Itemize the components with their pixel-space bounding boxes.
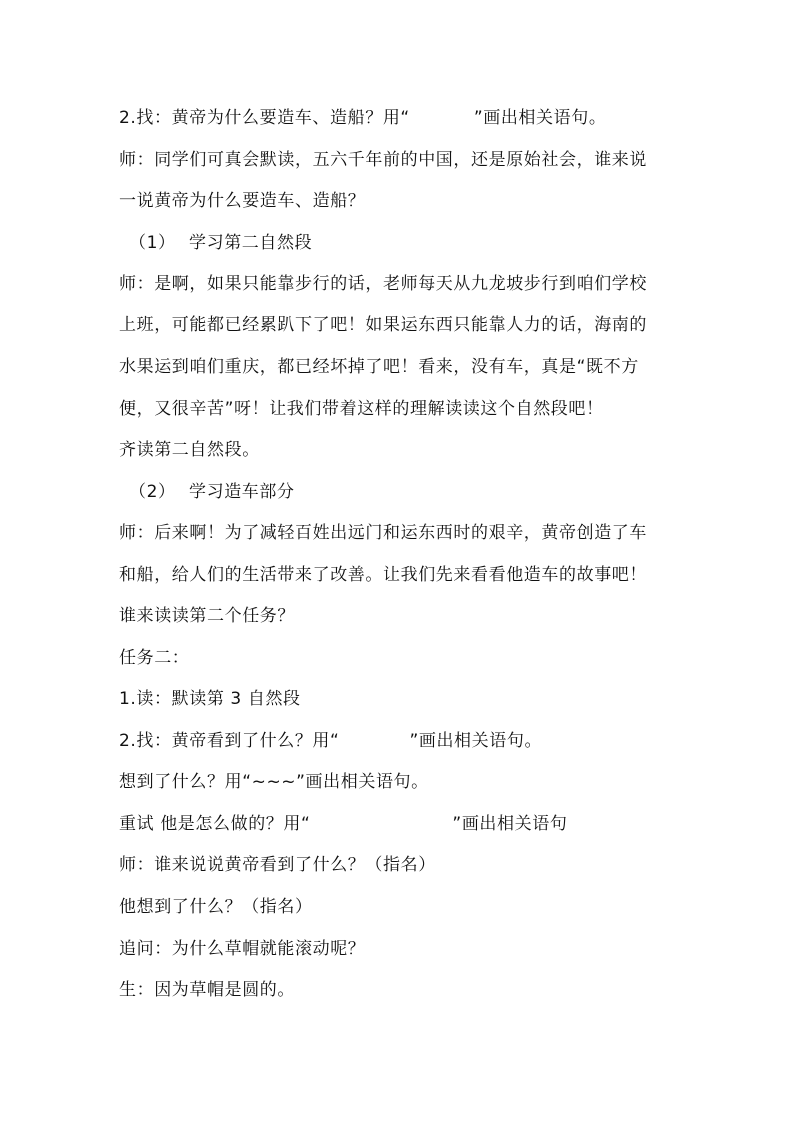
task-find-thought: 想到了什么？用“~~~”画出相关语句。: [119, 772, 429, 792]
text-line: 谁来读读第二个任务？: [119, 606, 295, 626]
teacher-line: 师：谁来说说黄帝看到了什么？（指名）: [119, 855, 436, 875]
task-read: 1.读：默读第 3 自然段: [119, 689, 301, 709]
text-line: 一说黄帝为什么要造车、造船？: [119, 191, 366, 211]
section-heading: （2） 学习造车部分: [129, 482, 295, 502]
task-heading: 任务二：: [119, 648, 190, 668]
task-find-seen: 2.找：黄帝看到了什么？用“ ”画出相关语句。: [119, 731, 543, 751]
text-line: 齐读第二自然段。: [119, 440, 260, 460]
teacher-line: 师：同学们可真会默读，五六千年前的中国，还是原始社会，谁来说: [119, 150, 647, 170]
task-find-reason: 2.找：黄帝为什么要造车、造船？用“ ”画出相关语句。: [119, 108, 607, 128]
student-line: 生：因为草帽是圆的。: [119, 980, 295, 1000]
text-line: 和船，给人们的生活带来了改善。让我们先来看看他造车的故事吧！: [119, 565, 647, 585]
text-line: 他想到了什么？（指名）: [119, 897, 313, 917]
teacher-line: 师：后来啊！为了减轻百姓出远门和运东西时的艰辛，黄帝创造了车: [119, 523, 647, 543]
text-line: 上班，可能都已经累趴下了吧！如果运东西只能靠人力的话，海南的: [119, 315, 647, 335]
text-line: 水果运到咱们重庆，都已经坏掉了吧！看来，没有车，真是“既不方: [119, 357, 639, 377]
section-heading: （1） 学习第二自然段: [129, 233, 313, 253]
teacher-line: 师：是啊，如果只能靠步行的话，老师每天从九龙坡步行到咱们学校: [119, 274, 647, 294]
task-find-action: 重试 他是怎么做的？用“ ”画出相关语句: [119, 814, 568, 834]
text-line: 便，又很辛苦”呀！让我们带着这样的理解读读这个自然段吧！: [119, 399, 604, 419]
text-line: 追问：为什么草帽就能滚动呢？: [119, 939, 366, 959]
